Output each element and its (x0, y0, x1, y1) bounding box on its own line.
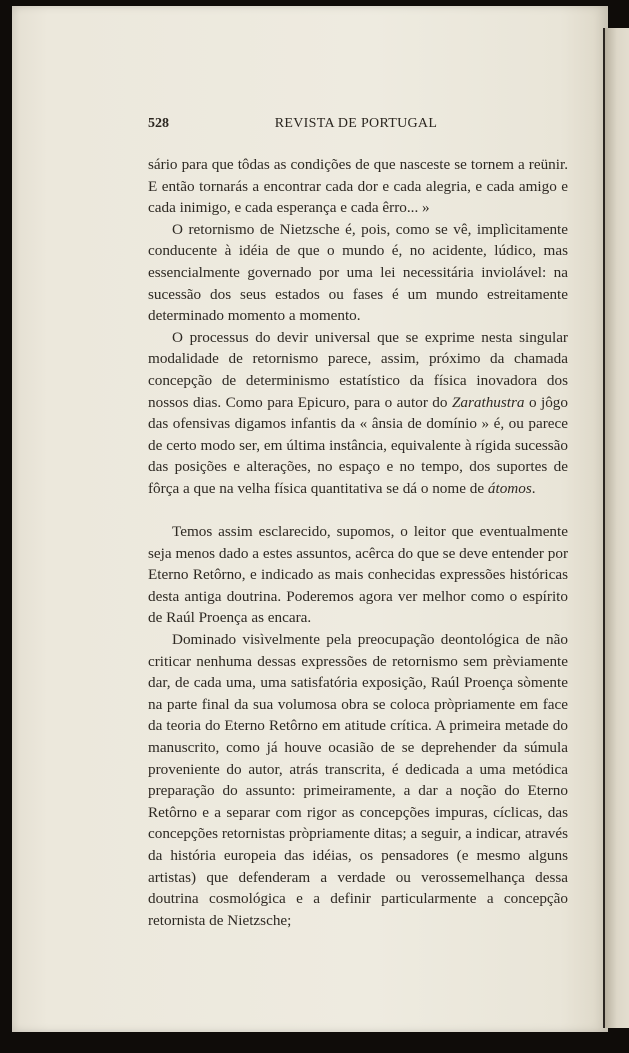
paragraph (148, 219, 568, 327)
text-run: O retornismo de Nietzsche é, pois, como se vê, implìcitamente conducente à idéia de que o mundo é, no acidente, lúdico, mas essencialmente governado por uma lei necessitária inviolável: na sucessão dos seus estados ou fases é um mundo estreitamente determinado momento a momento. (148, 220, 568, 325)
adjacent-page-edge (603, 28, 629, 1028)
text-run: Temos assim esclarecido, supomos, o leitor que eventualmente seja menos dado a estes assuntos, acêrca do que se deve entender por Eterno Retôrno, e indicado as mais conhecidas expressões históricas desta antiga doutrina. Poderemos agora ver melhor como o espírito de Raúl Proença as encara. (148, 523, 568, 627)
paragraph (148, 154, 568, 219)
italic-title-zarathustra: Zarathustra (451, 393, 525, 411)
body-text (148, 154, 568, 931)
italic-term-atomos: átomos (487, 479, 532, 497)
paragraph (148, 629, 568, 931)
text-run: sário para que tôdas as condições de que nasceste se tornem a reünir. E então tornarás a encontrar cada dor e cada alegria, e cada amigo e cada inimigo, e cada esperança e cada êrro... » (148, 156, 568, 217)
text-run: . (531, 479, 536, 497)
text-run: Dominado visìvelmente pela preocupação deontológica de não criticar nenhuma dessas expressões de retornismo sem prèviamente dar, de cada uma, uma satisfatória exposição, Raúl Proença sòmente na parte final da sua volumosa obra se coloca pròpriamente em face da teoria do Eterno Retôrno em atitude crítica. A primeira metade do manuscrito, como já houve ocasião de se deprehender da súmula proveniente do autor, atrás transcrita, é dedicada a uma metódica preparação do assunto: primeiramente, a dar a noção do Eterno Retôrno e a separar com rigor as concepções impuras, cíclicas, das concepções retornistas pròpriamente ditas; a seguir, a indicar, através da história europeia das idéias, os pensadores (e mesmo alguns artistas) que defenderam a verdade ou verossemelhança dessa doutrina cosmológica e a definir particularmente a concepção retornista de Nietzsche; (148, 631, 568, 929)
page-number: 528 (148, 116, 169, 131)
text-run: o jôgo das ofensivas digamos infantis da « ânsia de domínio » é, ou parece de certo modo ser, em última instância, equivalente à rígida sucessão das posições e alterações, no espaço e no tempo, dos suportes de fôrça a que na velha física quantitativa se dá o nome de (148, 393, 568, 497)
running-head: REVISTA DE PORTUGAL (274, 116, 438, 131)
paragraph (148, 327, 568, 500)
text-run: O processus do devir universal que se exprime nesta singular modalidade de retornismo parece, assim, próximo da chamada concepção de determinismo estatístico da física inovadora dos nossos dias. Como para Epicuro, para o autor do (148, 328, 568, 411)
paragraph (148, 521, 568, 629)
